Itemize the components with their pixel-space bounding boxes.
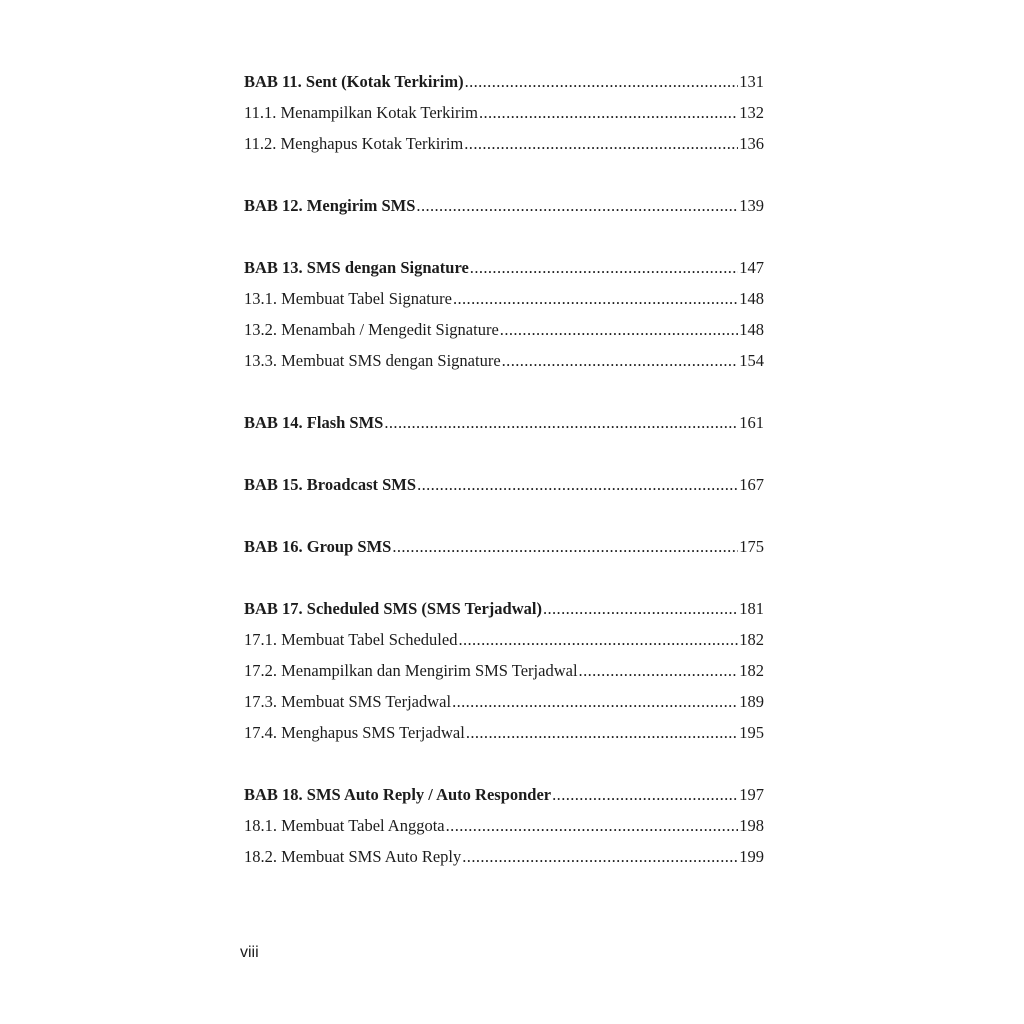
toc-entry [244,314,764,345]
toc-entry-title: BAB 16. Group SMS [244,537,392,556]
dot-leader [462,841,738,872]
toc-entry [244,841,764,872]
toc-entry-page: 148 [739,320,764,339]
toc-entry-title: BAB 14. Flash SMS [244,413,384,432]
toc-entry-page: 161 [739,413,764,432]
dot-leader [392,531,738,562]
toc-entry [244,66,764,97]
toc-entry-title: 13.2. Menambah / Mengedit Signature [244,320,499,339]
table-of-contents [244,66,764,872]
toc-entry-title: BAB 13. SMS dengan Signature [244,258,469,277]
toc-entry [244,469,764,500]
dot-leader [552,779,738,810]
toc-entry-page: 195 [739,723,764,742]
toc-entry-page: 154 [739,351,764,370]
dot-leader [470,252,738,283]
toc-entry-title: 18.2. Membuat SMS Auto Reply [244,847,462,866]
toc-entry-title: 11.2. Menghapus Kotak Terkirim [244,134,464,153]
toc-entry-page: 148 [739,289,764,308]
toc-entry [244,97,764,128]
toc-entry-title: BAB 12. Mengirim SMS [244,196,416,215]
toc-entry [244,252,764,283]
toc-entry-title: 13.1. Membuat Tabel Signature [244,289,452,308]
dot-leader [543,593,738,624]
toc-entry [244,593,764,624]
toc-entry-page: 175 [739,537,764,556]
toc-entry [244,686,764,717]
toc-entry-page: 136 [739,134,764,153]
dot-leader [479,97,738,128]
dot-leader [384,407,738,438]
toc-entry-page: 147 [739,258,764,277]
toc-entry-title: BAB 17. Scheduled SMS (SMS Terjadwal) [244,599,542,618]
toc-entry-page: 139 [739,196,764,215]
toc-entry-title: 18.1. Membuat Tabel Anggota [244,816,445,835]
toc-entry [244,531,764,562]
toc-entry-page: 198 [739,816,764,835]
dot-leader [458,624,738,655]
toc-entry-page: 131 [739,72,764,91]
toc-entry-title: 17.2. Menampilkan dan Mengirim SMS Terjadwal [244,661,578,680]
dot-leader [453,283,738,314]
dot-leader [500,314,738,345]
page-number: viii [240,944,259,961]
dot-leader [466,717,738,748]
toc-entry [244,283,764,314]
toc-entry-page: 167 [739,475,764,494]
toc-entry [244,128,764,159]
toc-entry-title: BAB 11. Sent (Kotak Terkirim) [244,72,464,91]
toc-entry [244,779,764,810]
toc-entry-title: 17.1. Membuat Tabel Scheduled [244,630,458,649]
toc-entry-title: BAB 15. Broadcast SMS [244,475,417,494]
toc-entry-page: 197 [739,785,764,804]
toc-entry [244,717,764,748]
toc-entry [244,407,764,438]
toc-entry-title: 11.1. Menampilkan Kotak Terkirim [244,103,478,122]
toc-entry-page: 182 [739,630,764,649]
toc-entry [244,345,764,376]
dot-leader [465,66,739,97]
dot-leader [417,469,738,500]
toc-entry-title: BAB 18. SMS Auto Reply / Auto Responder [244,785,552,804]
dot-leader [446,810,739,841]
toc-entry-page: 132 [739,103,764,122]
toc-entry-title: 13.3. Membuat SMS dengan Signature [244,351,501,370]
toc-entry [244,655,764,686]
toc-entry-page: 189 [739,692,764,711]
toc-entry-title: 17.4. Menghapus SMS Terjadwal [244,723,465,742]
toc-entry-page: 199 [739,847,764,866]
dot-leader [452,686,738,717]
dot-leader [579,655,739,686]
toc-entry [244,624,764,655]
toc-entry-page: 181 [739,599,764,618]
dot-leader [464,128,738,159]
dot-leader [502,345,739,376]
toc-entry [244,190,764,221]
toc-entry-title: 17.3. Membuat SMS Terjadwal [244,692,452,711]
dot-leader [416,190,738,221]
toc-entry-page: 182 [739,661,764,680]
toc-entry [244,810,764,841]
